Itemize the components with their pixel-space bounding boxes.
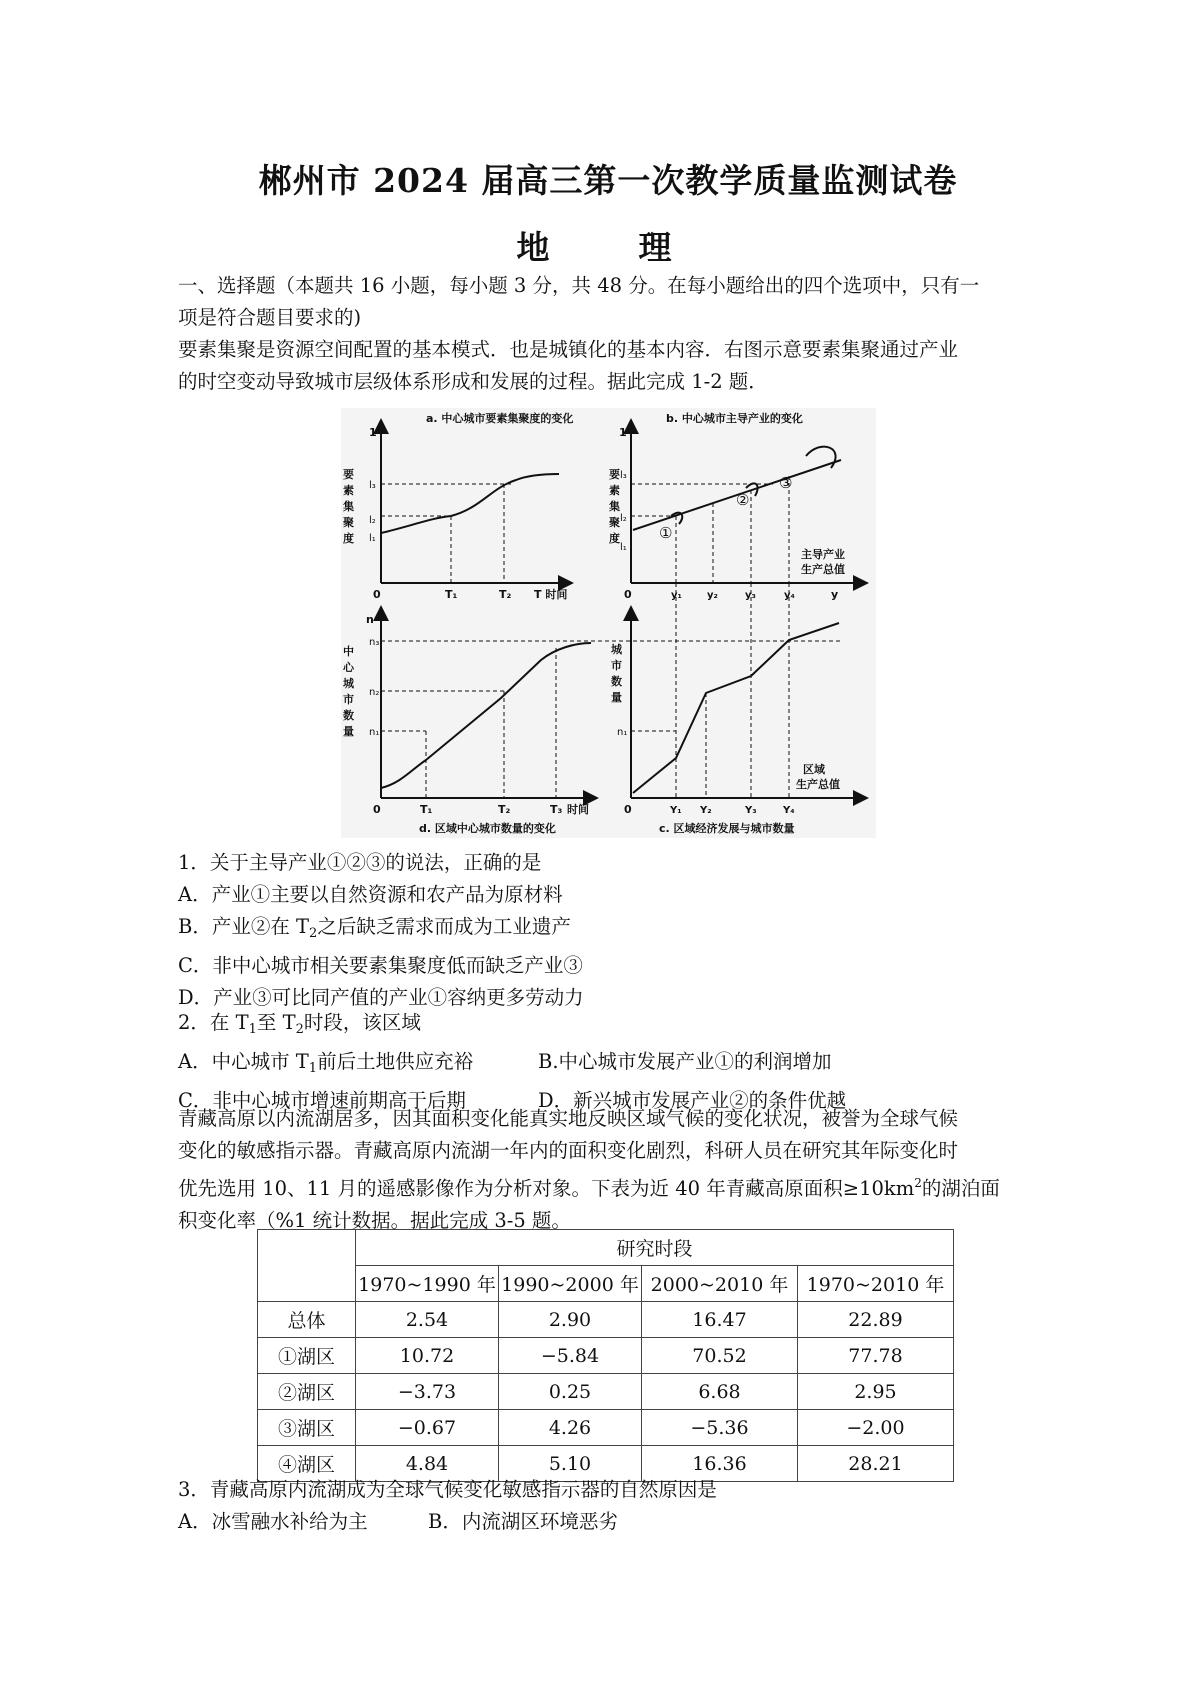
b-y: y bbox=[831, 588, 839, 601]
b-zero: 0 bbox=[624, 588, 632, 601]
svg-text:数: 数 bbox=[611, 675, 622, 688]
svg-text:素: 素 bbox=[343, 484, 354, 497]
table-cell: 22.89 bbox=[798, 1302, 954, 1338]
row-label: ③湖区 bbox=[258, 1410, 356, 1446]
table-col-header: 1970~1990 年 bbox=[356, 1266, 499, 1302]
b-y1: y₁ bbox=[671, 590, 682, 601]
table-cell: 0.25 bbox=[499, 1374, 642, 1410]
panel-d bbox=[343, 613, 841, 835]
subject-title: 地 理 bbox=[516, 228, 700, 267]
passage2-line-1: 青藏高原以内流湖居多，因其面积变化能真实地反映区域气候的变化状况，被誉为全球气候 bbox=[178, 1107, 959, 1130]
svg-text:集: 集 bbox=[343, 500, 354, 513]
table-cell: 2.95 bbox=[798, 1374, 954, 1410]
b-y2: y₂ bbox=[707, 590, 718, 601]
table-cell: 77.78 bbox=[798, 1338, 954, 1374]
a-zero: 0 bbox=[373, 588, 381, 601]
a-T2: T₂ bbox=[499, 588, 512, 601]
section-line-1: 一、选择题（本题共 16 小题，每小题 3 分，共 48 分。在每小题给出的四个选项中，只有一 bbox=[178, 274, 980, 297]
panel-b bbox=[609, 411, 861, 601]
svg-text:要: 要 bbox=[343, 468, 354, 481]
table-cell: 6.68 bbox=[642, 1374, 798, 1410]
d-n1: n₁ bbox=[369, 727, 380, 738]
lake-area-change-table bbox=[257, 1229, 954, 1482]
svg-text:集: 集 bbox=[609, 500, 620, 513]
d-T2: T₂ bbox=[498, 803, 511, 816]
section-line-2: 项是符合题目要求的) bbox=[178, 306, 362, 329]
figure-svg bbox=[341, 408, 876, 838]
a-l1: l₁ bbox=[369, 533, 376, 544]
svg-text:量: 量 bbox=[611, 691, 622, 704]
panel-a-title: a. 中心城市要素集聚度的变化 bbox=[426, 412, 574, 425]
table-cell: −2.00 bbox=[798, 1410, 954, 1446]
a-ylabel bbox=[343, 467, 354, 545]
c-ylabel bbox=[611, 643, 623, 704]
table-cell: 5.10 bbox=[499, 1446, 642, 1482]
q3-option-b[interactable]: B．内流湖区环境恶劣 bbox=[428, 1510, 618, 1533]
question-3 bbox=[178, 1474, 1038, 1538]
q3-options-row bbox=[178, 1506, 1038, 1538]
table-col-header: 1970~2010 年 bbox=[798, 1266, 954, 1302]
c-zero: 0 bbox=[624, 803, 632, 816]
b-xlabel-2: 生产总值 bbox=[801, 563, 845, 576]
q3-option-a[interactable]: A．冰雪融水补给为主 bbox=[178, 1510, 368, 1533]
q1-option-c[interactable]: C．非中心城市相关要素集聚度低而缺乏产业③ bbox=[178, 954, 583, 977]
svg-text:数: 数 bbox=[343, 709, 354, 722]
passage2-line-2: 变化的敏感指示器。青藏高原内流湖一年内的面积变化剧烈，科研人员在研究其年际变化时 bbox=[178, 1139, 959, 1162]
table-cell: 16.47 bbox=[642, 1302, 798, 1338]
section-instructions bbox=[178, 270, 1038, 398]
table-cell: −3.73 bbox=[356, 1374, 499, 1410]
table-cell: 28.21 bbox=[798, 1446, 954, 1482]
c-n1: n₁ bbox=[617, 727, 628, 738]
c-Y1: Y₁ bbox=[670, 805, 682, 816]
table-col-header: 1990~2000 年 bbox=[499, 1266, 642, 1302]
d-T1: T₁ bbox=[420, 803, 433, 816]
exam-title: 郴州市 2024 届高三第一次教学质量监测试卷 bbox=[258, 161, 958, 200]
table-cell: −5.36 bbox=[642, 1410, 798, 1446]
svg-text:要: 要 bbox=[609, 468, 620, 481]
row-label: ①湖区 bbox=[258, 1338, 356, 1374]
q2-stem: 2．在 $T_1$至 $T_2$时段，该区域 bbox=[178, 1011, 421, 1037]
question-2 bbox=[178, 1007, 1038, 1117]
table-cell: 4.26 bbox=[499, 1410, 642, 1446]
panel-d-title: d. 区域中心城市数量的变化 bbox=[419, 822, 556, 835]
passage1-line-2: 的时空变动导致城市层级体系形成和发展的过程。据此完成 1-2 题． bbox=[178, 370, 768, 393]
d-T3: T₃ bbox=[550, 803, 563, 816]
svg-text:聚: 聚 bbox=[343, 516, 354, 529]
table-row bbox=[258, 1302, 954, 1338]
b-l1: l₁ bbox=[620, 542, 627, 553]
q2-option-b[interactable]: B.中心城市发展产业①的利润增加 bbox=[538, 1050, 832, 1073]
table-cell: 2.54 bbox=[356, 1302, 499, 1338]
industry-1-marker: ① bbox=[659, 524, 673, 542]
row-label: 总体 bbox=[258, 1302, 356, 1338]
row-label: ②湖区 bbox=[258, 1374, 356, 1410]
svg-text:素: 素 bbox=[609, 484, 620, 497]
table-cell: −0.67 bbox=[356, 1410, 499, 1446]
c-Y2: Y₂ bbox=[700, 805, 712, 816]
b-y3: y₃ bbox=[745, 590, 756, 601]
svg-text:度: 度 bbox=[343, 532, 354, 545]
d-n: n bbox=[366, 613, 374, 626]
d-n2: n₂ bbox=[369, 687, 380, 698]
b-one: 1 bbox=[619, 426, 627, 439]
d-ylabel bbox=[343, 644, 355, 738]
svg-text:度: 度 bbox=[609, 532, 620, 545]
d-n3: n₃ bbox=[369, 637, 380, 648]
panel-b-title: b. 中心城市主导产业的变化 bbox=[666, 412, 803, 425]
table-cell: 2.90 bbox=[499, 1302, 642, 1338]
table-cell: −5.84 bbox=[499, 1338, 642, 1374]
b-xlabel-1: 主导产业 bbox=[801, 548, 845, 561]
q2-option-d[interactable]: D．新兴城市发展产业②的条件优越 bbox=[538, 1089, 847, 1112]
panel-a bbox=[343, 411, 573, 601]
b-l2: l₂ bbox=[620, 513, 627, 524]
svg-text:量: 量 bbox=[343, 725, 354, 738]
b-y4: y₄ bbox=[784, 590, 795, 601]
industry-2-marker: ② bbox=[736, 491, 750, 509]
q2-options-row-1 bbox=[178, 1046, 1038, 1085]
table-cell: 16.36 bbox=[642, 1446, 798, 1482]
table-corner bbox=[258, 1230, 356, 1302]
q3-stem: 3．青藏高原内流湖成为全球气候变化敏感指示器的自然原因是 bbox=[178, 1478, 717, 1501]
svg-text:心: 心 bbox=[343, 661, 354, 674]
passage2-line-3: 优先选用 10、11 月的遥感影像作为分析对象。下表为近 40 年青藏高原面积$\ge 10km^2$的湖泊面 bbox=[178, 1176, 1000, 1200]
question-1 bbox=[178, 847, 1038, 1014]
q2-option-c[interactable]: C．非中心城市增速前期高于后期 bbox=[178, 1089, 466, 1112]
svg-text:中: 中 bbox=[343, 645, 354, 658]
svg-text:市: 市 bbox=[343, 693, 354, 706]
passage-2 bbox=[178, 1103, 1038, 1237]
passage2-line-4: 积变化率（%1 统计数据。据此完成 3-5 题。 bbox=[178, 1209, 571, 1232]
q1-option-d[interactable]: D．产业③可比同产值的产业①容纳更多劳动力 bbox=[178, 986, 584, 1009]
c-xlabel-1: 区域 bbox=[803, 763, 825, 776]
q1-option-a[interactable]: A．产业①主要以自然资源和农产品为原材料 bbox=[178, 883, 563, 906]
industry-3-marker: ③ bbox=[779, 474, 793, 492]
panel-c-title: c. 区域经济发展与城市数量 bbox=[659, 822, 795, 835]
table-row bbox=[258, 1338, 954, 1374]
table-cell: 10.72 bbox=[356, 1338, 499, 1374]
a-l2: l₂ bbox=[369, 515, 376, 526]
table-row bbox=[258, 1374, 954, 1410]
table-cell: 4.84 bbox=[356, 1446, 499, 1482]
table-group-header: 研究时段 bbox=[356, 1230, 954, 1266]
a-xlabel: T 时间 bbox=[534, 588, 568, 601]
panel-c bbox=[611, 583, 861, 835]
row-label: ④湖区 bbox=[258, 1446, 356, 1482]
table-row bbox=[258, 1410, 954, 1446]
b-l3: l₃ bbox=[620, 470, 627, 481]
table-col-header: 2000~2010 年 bbox=[642, 1266, 798, 1302]
a-T1: T₁ bbox=[445, 588, 458, 601]
q2-option-a[interactable]: A．中心城市 T1前后土地供应充裕 bbox=[178, 1050, 474, 1076]
table-cell: 70.52 bbox=[642, 1338, 798, 1374]
a-one: 1 bbox=[369, 426, 377, 439]
c-Y3: Y₃ bbox=[745, 805, 757, 816]
b-ylabel bbox=[609, 467, 620, 545]
c-Y4: Y₄ bbox=[783, 805, 795, 816]
passage1-line-1: 要素集聚是资源空间配置的基本模式．也是城镇化的基本内容．右图示意要素集聚通过产业 bbox=[178, 338, 959, 361]
svg-text:城: 城 bbox=[611, 643, 622, 656]
d-zero: 0 bbox=[373, 803, 381, 816]
d-xlabel: 时间 bbox=[567, 803, 589, 816]
svg-text:聚: 聚 bbox=[609, 516, 620, 529]
svg-text:城: 城 bbox=[343, 677, 354, 690]
q1-stem: 1．关于主导产业①②③的说法，正确的是 bbox=[178, 851, 542, 874]
a-l3: l₃ bbox=[369, 480, 376, 491]
urban-hierarchy-figure bbox=[341, 408, 876, 838]
q1-option-b[interactable]: B．产业②在 $T_2$之后缺乏需求而成为工业遗产 bbox=[178, 915, 571, 941]
c-xlabel-2: 生产总值 bbox=[796, 778, 840, 791]
svg-text:市: 市 bbox=[611, 659, 622, 672]
